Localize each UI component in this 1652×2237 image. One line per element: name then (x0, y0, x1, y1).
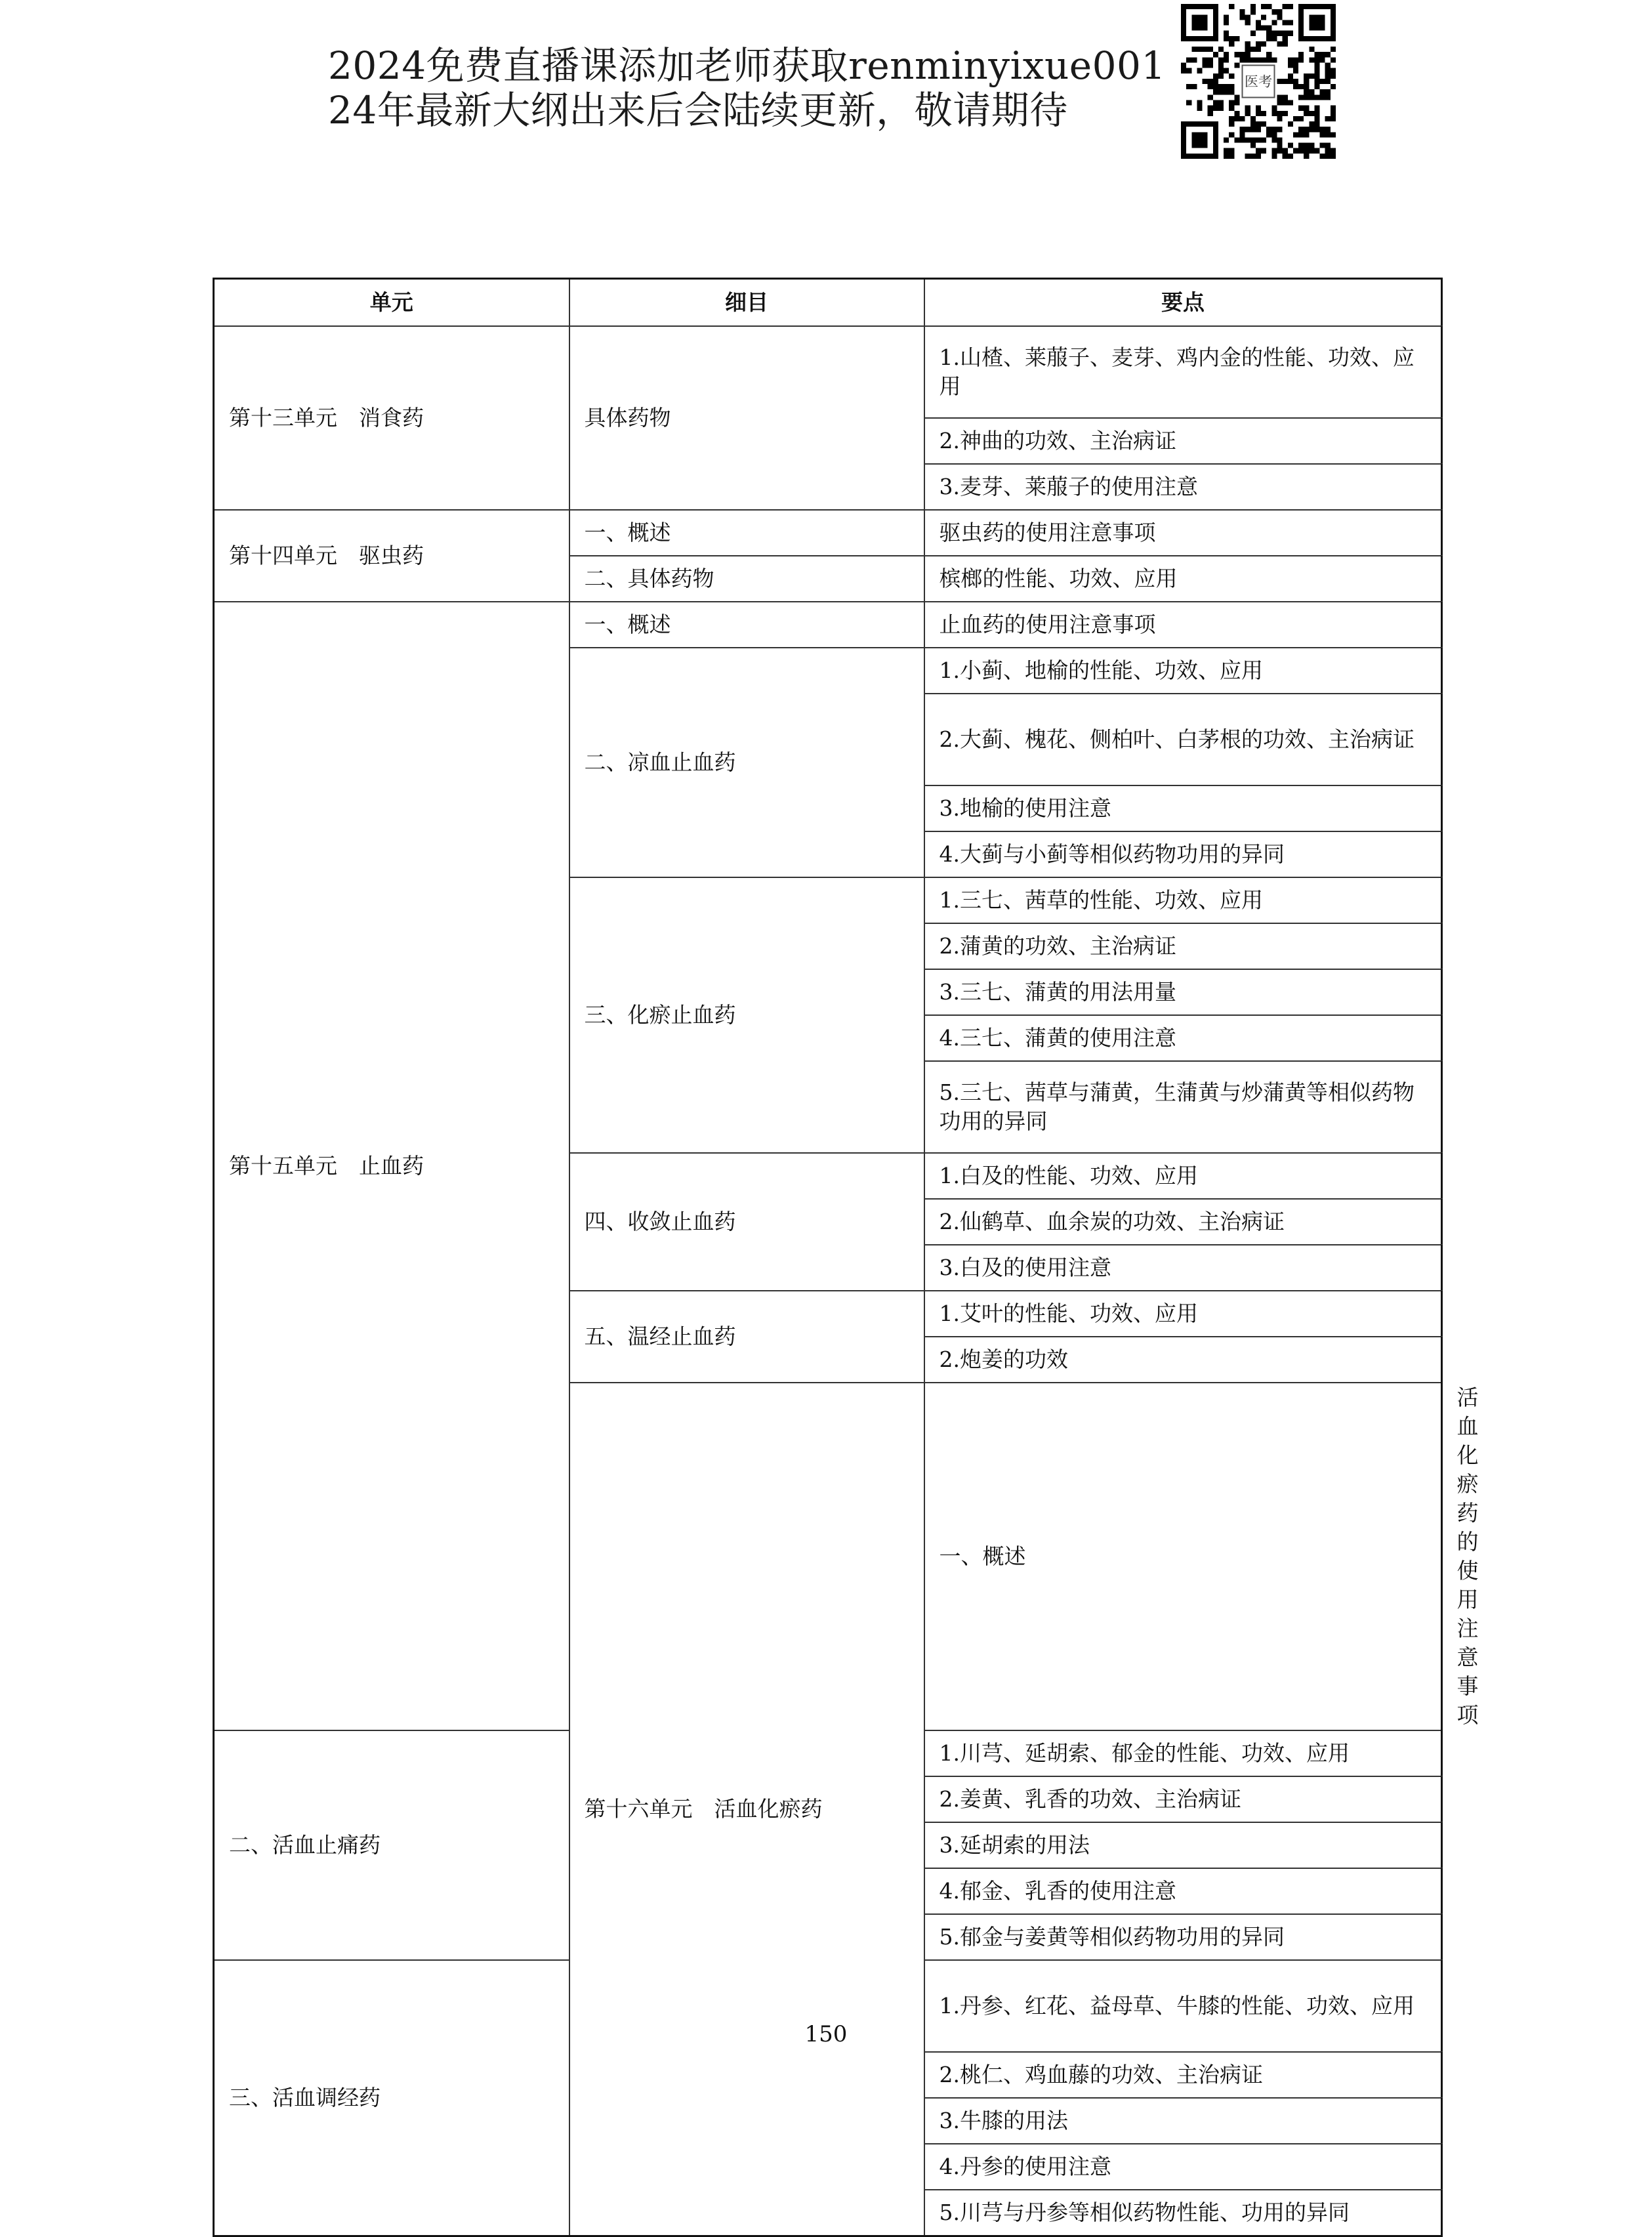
item-cell: 三、化瘀止血药 (569, 877, 924, 1153)
point-cell: 3.三七、蒲黄的用法用量 (924, 969, 1442, 1015)
point-cell: 5.三七、茜草与蒲黄，生蒲黄与炒蒲黄等相似药物功用的异同 (924, 1061, 1442, 1153)
point-cell: 4.丹参的使用注意 (924, 2144, 1442, 2190)
point-cell: 1.山楂、莱菔子、麦芽、鸡内金的性能、功效、应用 (924, 326, 1442, 418)
point-cell: 2.仙鹤草、血余炭的功效、主治病证 (924, 1199, 1442, 1245)
item-cell: 五、温经止血药 (569, 1291, 924, 1383)
point-cell: 2.蒲黄的功效、主治病证 (924, 923, 1442, 969)
table-header-row (214, 279, 1442, 327)
table-row (214, 602, 1442, 648)
table-row (214, 326, 1442, 418)
page-number: 150 (804, 2021, 848, 2047)
point-cell: 2.神曲的功效、主治病证 (924, 418, 1442, 464)
item-cell: 一、概述 (569, 510, 924, 556)
header-unit: 单元 (214, 279, 569, 327)
item-cell: 一、概述 (924, 1383, 1442, 1730)
point-cell: 3.白及的使用注意 (924, 1245, 1442, 1291)
item-cell: 二、凉血止血药 (569, 648, 924, 877)
item-cell: 二、具体药物 (569, 556, 924, 602)
point-cell: 4.郁金、乳香的使用注意 (924, 1868, 1442, 1914)
unit-cell: 第十三单元 消食药 (214, 326, 569, 510)
item-cell: 具体药物 (569, 326, 924, 510)
point-cell: 1.川芎、延胡索、郁金的性能、功效、应用 (924, 1730, 1442, 1776)
table-row (214, 510, 1442, 556)
header-points: 要点 (924, 279, 1442, 327)
syllabus-table (213, 278, 1479, 2237)
point-cell: 4.三七、蒲黄的使用注意 (924, 1015, 1442, 1061)
point-cell: 3.延胡索的用法 (924, 1822, 1442, 1868)
header-line-2: 24年最新大纲出来后会陆续更新，敬请期待 (328, 88, 1068, 133)
point-cell: 1.白及的性能、功效、应用 (924, 1153, 1442, 1199)
unit-cell: 第十六单元 活血化瘀药 (569, 1383, 924, 2236)
point-cell: 3.麦芽、莱菔子的使用注意 (924, 464, 1442, 510)
point-cell: 5.郁金与姜黄等相似药物功用的异同 (924, 1914, 1442, 1960)
header-notice (328, 43, 1166, 133)
item-cell: 二、活血止痛药 (214, 1730, 569, 1960)
point-cell: 3.地榆的使用注意 (924, 785, 1442, 831)
point-cell: 2.大蓟、槐花、侧柏叶、白茅根的功效、主治病证 (924, 694, 1442, 785)
unit-cell: 第十四单元 驱虫药 (214, 510, 569, 602)
point-cell: 驱虫药的使用注意事项 (924, 510, 1442, 556)
point-cell: 止血药的使用注意事项 (924, 602, 1442, 648)
qr-code-icon (1181, 4, 1336, 159)
qr-logo-label: 医考 (1244, 73, 1273, 90)
point-cell: 2.炮姜的功效 (924, 1337, 1442, 1383)
point-cell: 2.桃仁、鸡血藤的功效、主治病证 (924, 2052, 1442, 2098)
item-cell: 三、活血调经药 (214, 1960, 569, 2236)
item-cell: 四、收敛止血药 (569, 1153, 924, 1291)
point-cell: 1.艾叶的性能、功效、应用 (924, 1291, 1442, 1337)
header-item: 细目 (569, 279, 924, 327)
unit-cell: 第十五单元 止血药 (214, 602, 569, 1730)
item-cell: 一、概述 (569, 602, 924, 648)
point-cell: 4.大蓟与小蓟等相似药物功用的异同 (924, 831, 1442, 877)
point-cell: 5.川芎与丹参等相似药物性能、功用的异同 (924, 2190, 1442, 2236)
header-line-1: 2024免费直播课添加老师获取renminyixue001 (328, 43, 1166, 88)
point-cell: 1.丹参、红花、益母草、牛膝的性能、功效、应用 (924, 1960, 1442, 2052)
point-cell: 2.姜黄、乳香的功效、主治病证 (924, 1776, 1442, 1822)
point-cell: 槟榔的性能、功效、应用 (924, 556, 1442, 602)
point-cell: 3.牛膝的用法 (924, 2098, 1442, 2144)
table-row: 第十六单元 活血化瘀药 一、概述 活血化瘀药的使用注意事项 (214, 1383, 1442, 1730)
point-cell: 1.小蓟、地榆的性能、功效、应用 (924, 648, 1442, 694)
point-cell: 1.三七、茜草的性能、功效、应用 (924, 877, 1442, 923)
